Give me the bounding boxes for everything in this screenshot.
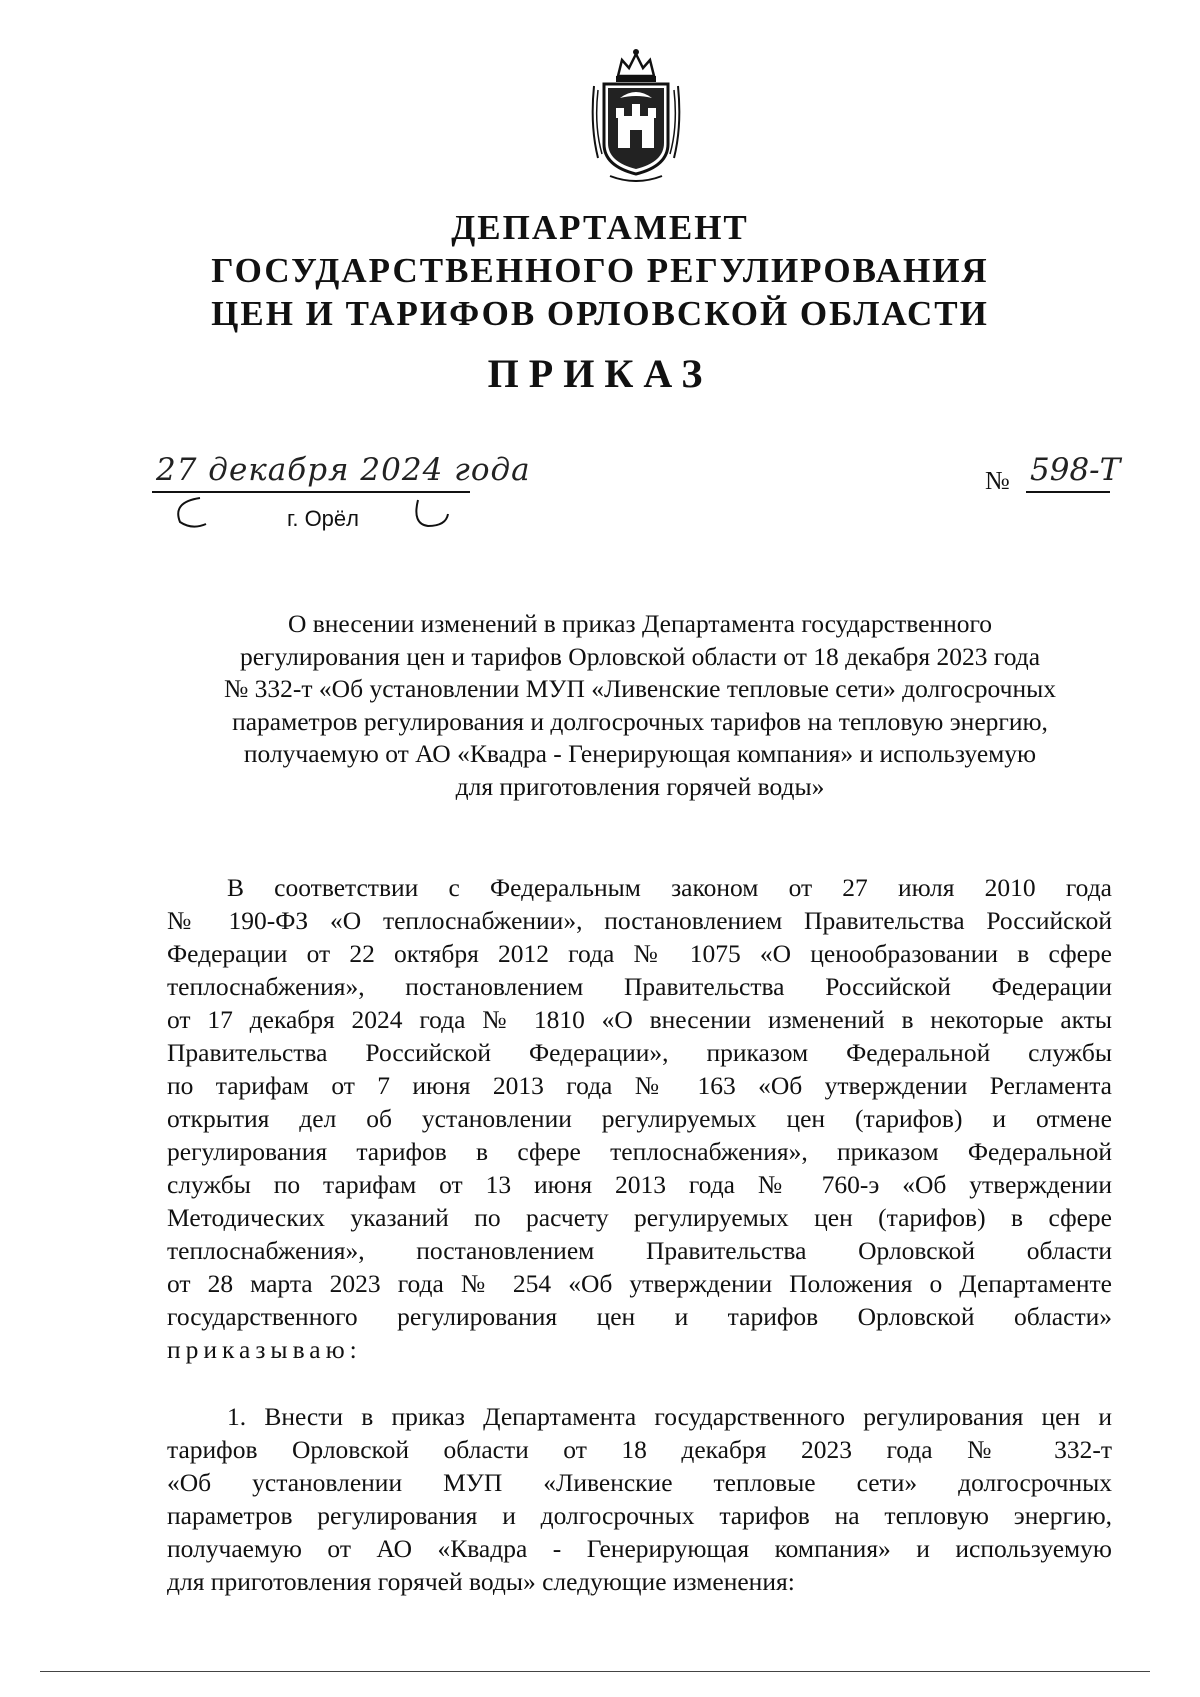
order-subject <box>160 608 1120 803</box>
text-line: по тарифам от 7 июня 2013 года № 163 «Об утверждении Регламента <box>167 1071 1112 1100</box>
order-word: приказываю: <box>167 1335 362 1364</box>
preamble-paragraph <box>167 871 1112 1366</box>
text-line: от 17 декабря 2024 года № 1810 «О внесении изменений в некоторые акты <box>167 1005 1112 1034</box>
scan-edge-line <box>40 1671 1150 1672</box>
date-underline <box>152 491 470 493</box>
document-type-title: ПРИКАЗ <box>487 351 713 396</box>
text-line: 1. Внести в приказ Департамента государственного регулирования цен и <box>227 1402 1112 1431</box>
handwritten-date: 27 декабря 2024 года <box>156 452 531 488</box>
text-line: Федерации от 22 октября 2012 года № 1075 «О ценообразовании в сфере <box>167 939 1112 968</box>
handwritten-order-number: 598-Т <box>1030 452 1121 488</box>
text-line: государственного регулирования цен и тарифов Орловской области» <box>167 1302 1112 1331</box>
text-line: теплоснабжения», постановлением Правительства Российской Федерации <box>167 972 1112 1001</box>
subject-line: регулирования цен и тарифов Орловской области от 18 декабря 2023 года <box>239 641 1041 671</box>
subject-line: для приготовления горячей воды» <box>455 771 825 801</box>
text-line: получаемую от АО «Квадра - Генерирующая компания» и используемую <box>167 1534 1112 1563</box>
text-line: № 190-ФЗ «О теплоснабжении», постановлением Правительства Российской <box>167 906 1112 935</box>
subject-line: О внесении изменений в приказ Департамента государственного <box>287 609 993 638</box>
text-line: службы по тарифам от 13 июня 2013 года № 760-э «Об утверждении <box>167 1170 1112 1199</box>
department-title-line-3: ЦЕН И ТАРИФОВ ОРЛОВСКОЙ ОБЛАСТИ <box>211 294 989 333</box>
text-line: открытия дел об установлении регулируемых цен (тарифов) и отмене <box>167 1104 1112 1133</box>
text-line: регулирования тарифов в сфере теплоснабжения», приказом Федеральной <box>167 1137 1112 1166</box>
bracket-left-icon <box>170 496 210 530</box>
text-line: от 28 марта 2023 года № 254 «Об утверждении Положения о Департаменте <box>167 1269 1112 1298</box>
subject-line: № 332-т «Об установлении МУП «Ливенские тепловые сети» долгосрочных <box>223 674 1057 703</box>
subject-line: получаемую от АО «Квадра - Генерирующая компания» и используемую <box>243 739 1037 768</box>
text-line: Правительства Российской Федерации», приказом Федеральной службы <box>167 1038 1112 1067</box>
text-line: для приготовления горячей воды» следующие изменения: <box>167 1567 795 1596</box>
department-title-line-1: ДЕПАРТАМЕНТ <box>451 208 749 247</box>
coat-of-arms-icon <box>580 46 692 182</box>
order-number-label: № <box>985 466 1010 495</box>
text-line: параметров регулирования и долгосрочных тарифов на тепловую энергию, <box>167 1501 1112 1530</box>
text-line: «Об установлении МУП «Ливенские тепловые сети» долгосрочных <box>167 1468 1112 1497</box>
department-title-line-2: ГОСУДАРСТВЕННОГО РЕГУЛИРОВАНИЯ <box>211 251 989 290</box>
text-line: В соответствии с Федеральным законом от 27 июля 2010 года <box>227 873 1112 902</box>
number-underline <box>1026 491 1110 493</box>
text-line: теплоснабжения», постановлением Правительства Орловской области <box>167 1236 1112 1265</box>
clause-1-paragraph <box>167 1400 1112 1598</box>
city-name: г. Орёл <box>287 506 359 531</box>
subject-line: параметров регулирования и долгосрочных тарифов на тепловую энергию, <box>232 706 1048 736</box>
bracket-right-icon <box>410 496 450 530</box>
text-line: тарифов Орловской области от 18 декабря 2023 года № 332-т <box>167 1435 1112 1464</box>
text-line: Методических указаний по расчету регулируемых цен (тарифов) в сфере <box>167 1203 1112 1232</box>
